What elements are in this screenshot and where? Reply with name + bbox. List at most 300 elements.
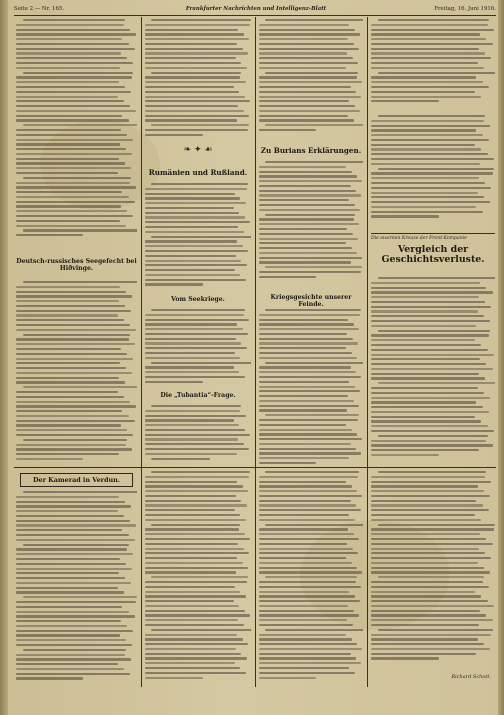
column-3-top — [259, 19, 363, 467]
text-line — [371, 401, 476, 403]
text-line — [259, 452, 361, 454]
text-line — [145, 221, 250, 223]
text-line — [259, 595, 355, 597]
text-line — [145, 255, 236, 257]
text-line — [23, 281, 137, 283]
text-line — [378, 19, 488, 21]
article-body — [371, 277, 495, 459]
header-rule — [14, 15, 496, 16]
text-line — [16, 410, 122, 412]
text-line — [259, 528, 348, 530]
text-line — [378, 168, 493, 170]
text-line — [259, 115, 348, 117]
text-line — [371, 306, 491, 308]
text-line — [145, 571, 236, 573]
text-line — [16, 210, 127, 212]
text-line — [16, 558, 120, 560]
text-line — [151, 72, 241, 74]
text-line — [16, 134, 127, 136]
issue-date: Freitag, 16. Juni 1916. — [434, 6, 496, 12]
text-line — [16, 424, 121, 426]
text-line — [259, 223, 359, 225]
text-line — [265, 309, 361, 311]
text-line — [259, 119, 354, 121]
text-line — [378, 330, 490, 332]
page-edge-left — [0, 0, 8, 715]
text-line — [16, 38, 122, 40]
text-line — [16, 201, 135, 203]
text-line — [259, 228, 347, 230]
text-line — [371, 310, 478, 312]
text-line — [259, 48, 359, 50]
text-line — [259, 610, 354, 612]
text-line — [16, 362, 120, 364]
text-line — [371, 187, 491, 189]
text-line — [16, 338, 129, 340]
text-line — [259, 619, 347, 621]
text-line — [265, 414, 359, 416]
text-line — [16, 496, 119, 498]
divider-ornament: ❧ ✦ ☙ — [183, 145, 213, 155]
text-line — [259, 43, 354, 45]
text-line — [145, 638, 243, 640]
text-line — [378, 115, 485, 117]
text-line — [259, 57, 353, 59]
text-line — [371, 440, 486, 442]
text-line — [145, 662, 235, 664]
text-line — [145, 245, 243, 247]
text-line — [259, 209, 360, 211]
text-line — [145, 314, 244, 316]
text-line — [371, 634, 491, 636]
text-line — [259, 180, 362, 182]
text-line — [145, 216, 245, 218]
text-line — [371, 562, 478, 564]
text-line — [145, 605, 239, 607]
text-line — [371, 416, 475, 418]
text-line — [145, 96, 245, 98]
text-line — [259, 533, 354, 535]
text-line — [145, 376, 245, 378]
text-line — [259, 38, 348, 40]
text-line — [145, 595, 246, 597]
text-line — [371, 600, 488, 602]
text-line — [371, 148, 481, 150]
column-rule — [367, 17, 368, 687]
text-line — [23, 334, 129, 336]
text-line — [259, 91, 356, 93]
text-line — [259, 543, 347, 545]
text-line — [259, 485, 352, 487]
article-body — [371, 115, 495, 220]
text-line — [16, 57, 127, 59]
text-line — [145, 591, 240, 593]
column-2-bottom — [145, 471, 251, 687]
text-line — [16, 353, 127, 355]
text-line — [371, 552, 485, 554]
text-line — [371, 538, 486, 540]
text-line — [145, 197, 240, 199]
text-line — [16, 563, 126, 565]
text-line — [145, 366, 234, 368]
text-line — [151, 309, 244, 311]
text-line — [371, 172, 493, 174]
text-line — [145, 528, 239, 530]
text-line — [371, 425, 488, 427]
text-line — [16, 401, 130, 403]
text-line — [151, 471, 250, 473]
text-line — [378, 629, 492, 631]
text-line — [151, 362, 251, 364]
text-line — [145, 283, 203, 285]
text-line — [371, 192, 478, 194]
article-headline: Kriegsgesichte unserer Feinde. — [270, 294, 352, 308]
text-line — [259, 662, 361, 664]
text-line — [16, 625, 127, 627]
text-line — [259, 657, 356, 659]
text-line — [145, 352, 235, 354]
text-line — [259, 347, 346, 349]
text-line — [371, 315, 484, 317]
text-line — [16, 105, 130, 107]
text-line — [16, 367, 126, 369]
text-line — [371, 33, 480, 35]
text-line — [145, 519, 246, 521]
text-line — [371, 287, 486, 289]
text-line — [16, 100, 124, 102]
text-line — [259, 476, 358, 478]
text-line — [145, 619, 238, 621]
text-line — [145, 657, 247, 659]
text-line — [16, 391, 118, 393]
author-signature: Richard Schott. — [451, 674, 491, 680]
text-line — [371, 201, 490, 203]
text-line — [265, 524, 363, 526]
text-line — [259, 314, 360, 316]
text-line — [151, 629, 251, 631]
article-body — [145, 309, 251, 386]
text-line — [23, 649, 126, 651]
text-line — [371, 120, 484, 122]
text-line — [145, 333, 248, 335]
text-line — [259, 110, 360, 112]
text-line — [16, 119, 129, 121]
text-line — [265, 471, 359, 473]
text-line — [259, 500, 351, 502]
text-line — [16, 668, 124, 670]
text-line — [259, 638, 352, 640]
text-line — [371, 96, 481, 98]
text-line — [16, 606, 122, 608]
text-line — [16, 620, 121, 622]
text-line — [145, 57, 236, 59]
text-line — [145, 509, 235, 511]
text-line — [16, 33, 136, 35]
text-line — [259, 667, 349, 669]
text-line — [145, 581, 247, 583]
text-line — [145, 610, 245, 612]
text-line — [371, 182, 485, 184]
text-line — [259, 424, 346, 426]
text-line — [16, 52, 121, 54]
text-line — [16, 158, 119, 160]
text-line — [16, 215, 133, 217]
text-line — [145, 100, 250, 102]
text-line — [145, 504, 247, 506]
text-line — [145, 434, 250, 436]
text-line — [16, 314, 118, 316]
text-line — [371, 52, 485, 54]
text-line — [16, 186, 136, 188]
text-line — [16, 372, 132, 374]
text-line — [259, 247, 352, 249]
text-line — [145, 29, 238, 31]
text-line — [259, 419, 358, 421]
article-headline: Zu Burians Erklärungen. — [260, 146, 362, 155]
text-line — [371, 392, 484, 394]
text-line — [371, 301, 485, 303]
text-line — [259, 562, 352, 564]
text-line — [371, 100, 439, 102]
section-rule — [14, 467, 496, 468]
text-line — [16, 172, 118, 174]
text-line — [371, 406, 483, 408]
text-line — [145, 250, 248, 252]
text-line — [16, 148, 126, 150]
text-line — [371, 134, 483, 136]
text-line — [259, 481, 346, 483]
text-line — [16, 319, 124, 321]
text-line — [371, 282, 480, 284]
text-line — [16, 358, 133, 360]
text-line — [23, 596, 137, 598]
text-line — [145, 500, 241, 502]
text-line — [151, 236, 251, 238]
text-line — [259, 166, 346, 168]
text-line — [145, 86, 234, 88]
text-line — [259, 328, 359, 330]
text-line — [145, 533, 245, 535]
text-line — [371, 548, 479, 550]
text-line — [265, 161, 363, 163]
text-line — [265, 124, 363, 126]
text-line — [16, 639, 126, 641]
text-line — [16, 305, 125, 307]
text-line — [371, 296, 479, 298]
text-line — [259, 24, 349, 26]
text-line — [23, 19, 125, 21]
text-line — [16, 520, 130, 522]
text-line — [16, 329, 136, 331]
text-line — [259, 519, 355, 521]
text-line — [371, 638, 478, 640]
text-line — [145, 562, 243, 564]
text-line — [371, 595, 481, 597]
text-line — [145, 202, 246, 204]
text-line — [259, 129, 316, 131]
text-line — [16, 568, 132, 570]
text-line — [145, 226, 238, 228]
text-line — [145, 648, 236, 650]
text-line — [371, 586, 489, 588]
text-line — [145, 476, 249, 478]
text-line — [16, 458, 83, 460]
text-line — [16, 611, 129, 613]
text-line — [265, 19, 363, 21]
article-body — [259, 19, 363, 134]
text-line — [259, 624, 353, 626]
boxed-headline: Der Kamerad in Verdun. — [20, 473, 133, 487]
article-body — [16, 491, 137, 682]
text-line — [371, 139, 489, 141]
text-line — [145, 415, 246, 417]
text-line — [259, 514, 349, 516]
article-headline: Rumänien und Rußland. — [148, 168, 248, 177]
column-2-top — [145, 19, 251, 467]
text-line — [371, 481, 491, 483]
text-line — [259, 218, 354, 220]
text-line — [16, 572, 119, 574]
text-line — [371, 368, 493, 370]
text-line — [259, 76, 357, 78]
text-line — [371, 643, 484, 645]
text-line — [371, 29, 494, 31]
text-line — [378, 471, 486, 473]
text-line — [371, 500, 476, 502]
text-line — [371, 490, 484, 492]
text-line — [16, 524, 136, 526]
text-line — [145, 557, 237, 559]
text-line — [145, 43, 237, 45]
text-line — [371, 420, 481, 422]
text-line — [259, 338, 353, 340]
text-line — [145, 495, 236, 497]
text-line — [16, 601, 136, 603]
text-line — [259, 409, 347, 411]
text-line — [371, 354, 494, 356]
text-line — [371, 48, 479, 50]
text-line — [16, 677, 83, 679]
text-line — [145, 586, 235, 588]
text-line — [259, 643, 357, 645]
text-line — [16, 220, 120, 222]
text-line — [259, 342, 358, 344]
text-line — [265, 214, 354, 216]
text-line — [371, 619, 493, 621]
text-line — [16, 300, 119, 302]
text-line — [145, 653, 241, 655]
text-line — [259, 600, 360, 602]
text-line — [16, 658, 131, 660]
text-line — [371, 215, 439, 217]
text-line — [259, 390, 360, 392]
article-body — [259, 471, 363, 681]
text-line — [23, 72, 133, 74]
text-line — [145, 347, 247, 349]
text-line — [16, 234, 83, 236]
text-line — [145, 667, 240, 669]
text-line — [16, 139, 133, 141]
text-line — [371, 67, 484, 69]
text-line — [371, 557, 491, 559]
text-line — [259, 490, 357, 492]
text-line — [145, 231, 244, 233]
text-line — [151, 183, 247, 185]
text-line — [371, 411, 489, 413]
text-line — [259, 381, 349, 383]
text-line — [145, 624, 244, 626]
text-line — [145, 269, 235, 271]
text-line — [151, 458, 209, 460]
text-line — [145, 419, 234, 421]
text-line — [16, 91, 131, 93]
text-line — [145, 38, 249, 40]
text-line — [145, 600, 234, 602]
text-line — [23, 439, 127, 441]
text-line — [145, 24, 250, 26]
text-line — [378, 72, 495, 74]
text-line — [16, 448, 132, 450]
article-body — [16, 19, 137, 239]
text-line — [259, 376, 361, 378]
column-4-bottom — [371, 471, 495, 687]
text-line — [145, 62, 241, 64]
text-line — [371, 567, 484, 569]
text-line — [16, 96, 118, 98]
text-line — [23, 177, 131, 179]
text-line — [16, 405, 136, 407]
text-line — [16, 577, 125, 579]
text-line — [16, 420, 135, 422]
text-line — [259, 448, 356, 450]
text-line — [259, 509, 361, 511]
column-rule — [141, 17, 142, 687]
text-line — [371, 614, 486, 616]
text-line — [16, 310, 131, 312]
text-line — [16, 225, 126, 227]
text-line — [16, 76, 132, 78]
article-headline: Vergleich der Geschichtsverluste. — [381, 244, 485, 266]
text-line — [259, 557, 346, 559]
text-line — [16, 153, 132, 155]
text-line — [371, 153, 488, 155]
text-line — [371, 62, 478, 64]
text-line — [16, 444, 126, 446]
text-line — [371, 444, 493, 446]
text-line — [371, 24, 488, 26]
text-line — [371, 291, 493, 293]
text-line — [145, 490, 248, 492]
text-line — [371, 211, 483, 213]
column-rule — [255, 17, 256, 687]
text-line — [378, 435, 487, 437]
text-line — [16, 515, 124, 517]
text-line — [259, 571, 362, 573]
text-line — [259, 504, 356, 506]
text-line — [371, 344, 481, 346]
text-line — [259, 586, 361, 588]
text-line — [23, 386, 137, 388]
text-line — [371, 86, 489, 88]
text-line — [145, 67, 247, 69]
text-line — [371, 144, 475, 146]
text-line — [16, 434, 133, 436]
text-line — [371, 91, 475, 93]
text-line — [259, 81, 362, 83]
text-line — [259, 429, 352, 431]
text-line — [145, 410, 240, 412]
text-line — [145, 323, 237, 325]
